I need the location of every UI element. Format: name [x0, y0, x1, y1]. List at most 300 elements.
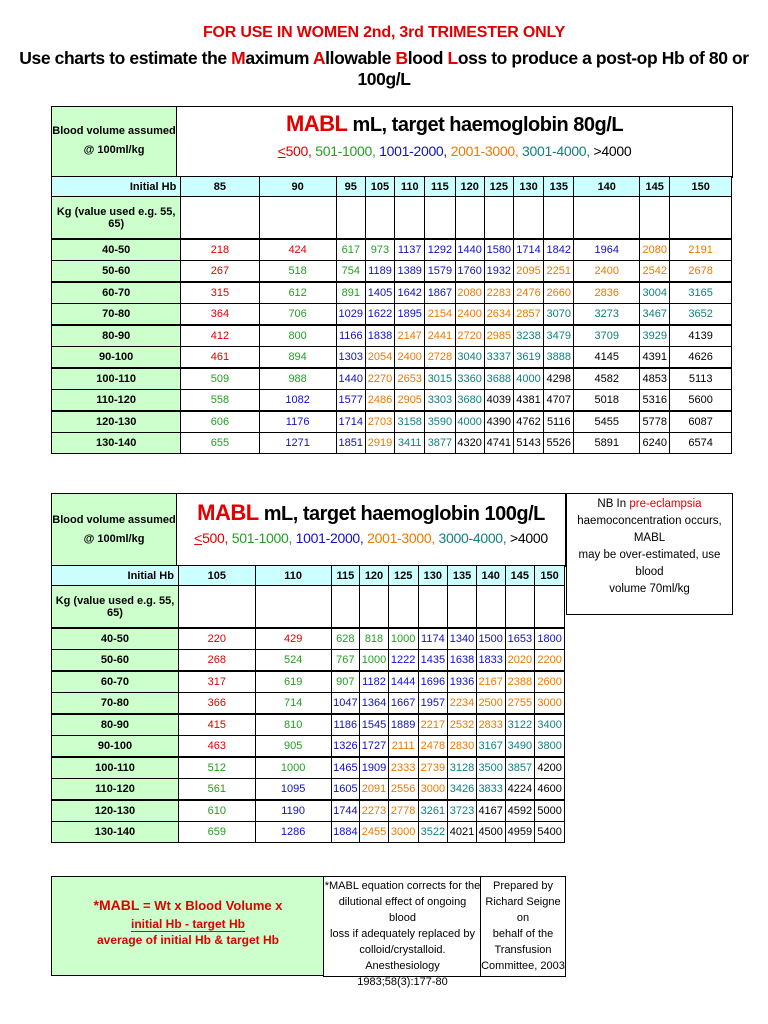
mabl-value-cell: 1292 [425, 239, 455, 261]
kg-label: Kg (value used e.g. 55, 65) [52, 586, 179, 629]
mabl-value-cell: 412 [181, 325, 259, 347]
empty-cell [365, 197, 394, 240]
mabl-value-cell: 4391 [640, 347, 670, 369]
mabl-value-cell: 3857 [505, 757, 535, 779]
mabl-value-cell: 810 [255, 714, 331, 736]
weight-range-label: 130-140 [52, 822, 179, 843]
text-line: 1983;58(3):177-80 [357, 976, 448, 988]
mabl-value-cell: 268 [178, 650, 255, 672]
mabl-value-cell: 1622 [365, 304, 394, 326]
mabl-value-cell: 4298 [544, 368, 574, 390]
mabl-value-cell: 5113 [670, 368, 732, 390]
mabl-value-cell: 315 [181, 282, 259, 304]
text-line: Prepared by [493, 880, 553, 892]
table-row [52, 800, 565, 822]
mabl-value-cell: 1579 [425, 261, 455, 283]
mabl-value-cell: 619 [255, 671, 331, 693]
mabl-value-cell: 1465 [331, 757, 360, 779]
text-line: behalf of the [492, 928, 554, 940]
weight-range-label: 120-130 [52, 800, 179, 822]
mabl-value-cell: 5891 [574, 433, 640, 454]
mabl-value-cell: 3411 [395, 433, 425, 454]
weight-range-label: 40-50 [52, 239, 181, 261]
mabl-value-cell: 509 [181, 368, 259, 390]
mabl-value-cell: 3122 [505, 714, 535, 736]
mabl-value-cell: 1364 [360, 693, 389, 715]
mabl-value-cell: 3709 [574, 325, 640, 347]
empty-cell [395, 197, 425, 240]
weight-range-label: 60-70 [52, 671, 179, 693]
empty-cell [574, 197, 640, 240]
mabl-value-cell: 2532 [448, 714, 477, 736]
mabl-value-cell: 907 [331, 671, 360, 693]
table-row [52, 714, 565, 736]
mabl-value-cell: 1800 [535, 628, 565, 650]
mabl-value-cell: 317 [178, 671, 255, 693]
hb-header-cell: 135 [448, 566, 477, 586]
empty-cell [255, 586, 331, 629]
table-row [52, 736, 565, 758]
mabl-value-cell: 1435 [418, 650, 448, 672]
subtitle-part: aximum [245, 48, 313, 68]
mabl-value-cell: 2251 [544, 261, 574, 283]
subtitle-part: M [231, 48, 246, 68]
mabl-value-cell: 4021 [448, 822, 477, 843]
mabl-value-cell: 558 [181, 390, 259, 412]
table-row [52, 239, 732, 261]
mabl-value-cell: 1444 [388, 671, 418, 693]
range-label: 501-1000, [315, 143, 376, 159]
mabl-value-cell: 1174 [418, 628, 448, 650]
mabl-value-cell: 2500 [476, 693, 505, 715]
mabl-value-cell: 415 [178, 714, 255, 736]
hb-header-cell: 110 [255, 566, 331, 586]
mabl-value-cell: 610 [178, 800, 255, 822]
mabl-value-cell: 3070 [544, 304, 574, 326]
hb-header-cell: 130 [513, 177, 543, 197]
mabl-value-cell: 4592 [505, 800, 535, 822]
hb-header-cell: 120 [455, 177, 484, 197]
mabl-value-cell: 1303 [336, 347, 365, 369]
table-row [52, 282, 732, 304]
mabl-value-cell: 2985 [484, 325, 513, 347]
mabl-value-cell: 524 [255, 650, 331, 672]
mabl-value-cell: 1909 [360, 757, 389, 779]
mabl-value-cell: 1000 [255, 757, 331, 779]
mabl-value-cell: 1895 [395, 304, 425, 326]
table-row [52, 411, 732, 433]
mabl-value-cell: 2388 [505, 671, 535, 693]
mabl-value-cell: 767 [331, 650, 360, 672]
hb-header-cell: 90 [259, 177, 336, 197]
mabl-value-cell: 1082 [259, 390, 336, 412]
empty-cell [448, 586, 477, 629]
hb-header-cell: 120 [360, 566, 389, 586]
mabl-value-cell: 2857 [513, 304, 543, 326]
mabl-value-cell: 3522 [418, 822, 448, 843]
mabl-value-cell: 1186 [331, 714, 360, 736]
mabl-value-cell: 2728 [425, 347, 455, 369]
text-line: dilutional effect of ongoing blood [338, 896, 467, 924]
mabl-value-cell: 3680 [455, 390, 484, 412]
subtitle-part: oss to produce a post-op Hb of 80 or 100g/L [357, 48, 749, 89]
weight-range-label: 100-110 [52, 368, 181, 390]
mabl-value-cell: 5018 [574, 390, 640, 412]
weight-range-label: 110-120 [52, 779, 179, 801]
trimester-warning: FOR USE IN WOMEN 2nd, 3rd TRIMESTER ONLY [202, 24, 566, 41]
weight-range-label: 100-110 [52, 757, 179, 779]
mabl-value-cell: 4959 [505, 822, 535, 843]
mabl-value-cell: 3426 [448, 779, 477, 801]
weight-range-label: 70-80 [52, 304, 181, 326]
mabl-value-cell: 3479 [544, 325, 574, 347]
mabl-value-cell: 3004 [640, 282, 670, 304]
kg-row [52, 586, 565, 629]
mabl-value-cell: 1000 [360, 650, 389, 672]
mabl-value-cell: 818 [360, 628, 389, 650]
empty-cell [505, 586, 535, 629]
mabl-value-cell: 2703 [365, 411, 394, 433]
mabl-value-cell: 1286 [255, 822, 331, 843]
mabl-value-cell: 3128 [448, 757, 477, 779]
hb-header-cell: 145 [640, 177, 670, 197]
mabl-value-cell: 3000 [418, 779, 448, 801]
mabl-value-cell: 1176 [259, 411, 336, 433]
mabl-value-cell: 5455 [574, 411, 640, 433]
mabl-value-cell: 512 [178, 757, 255, 779]
subtitle-part: lood [407, 48, 448, 68]
mabl-value-cell: 1500 [476, 628, 505, 650]
subtitle-part: B [395, 48, 408, 68]
mabl-value-cell: 2333 [388, 757, 418, 779]
mabl-value-cell: 1440 [455, 239, 484, 261]
mabl-value-cell: 5116 [544, 411, 574, 433]
mabl-value-cell: 3360 [455, 368, 484, 390]
weight-range-label: 130-140 [52, 433, 181, 454]
subtitle-part: llowable [325, 48, 396, 68]
mabl-value-cell: 2400 [395, 347, 425, 369]
mabl-value-cell: 4145 [574, 347, 640, 369]
mabl-value-cell: 3400 [535, 714, 565, 736]
mabl-value-cell: 1095 [255, 779, 331, 801]
mabl-value-cell: 617 [336, 239, 365, 261]
mabl-value-cell: 3015 [425, 368, 455, 390]
mabl-value-cell: 3261 [418, 800, 448, 822]
mabl-value-cell: 6087 [670, 411, 732, 433]
mabl-value-cell: 1190 [255, 800, 331, 822]
empty-cell [455, 197, 484, 240]
empty-cell [484, 197, 513, 240]
mabl-value-cell: 894 [259, 347, 336, 369]
mabl-value-cell: 1545 [360, 714, 389, 736]
mabl-value-cell: 4582 [574, 368, 640, 390]
hb-header-cell: 105 [178, 566, 255, 586]
mabl-value-cell: 1653 [505, 628, 535, 650]
table1-header [51, 106, 733, 178]
table-row [52, 693, 565, 715]
mabl-value-cell: 4224 [505, 779, 535, 801]
table-row [52, 650, 565, 672]
table2-grid [51, 565, 565, 843]
mabl-value-cell: 2400 [574, 261, 640, 283]
weight-range-label: 80-90 [52, 325, 181, 347]
mabl-value-cell: 1932 [484, 261, 513, 283]
text-line: loss if adequately replaced by [330, 928, 475, 940]
mabl-value-cell: 973 [365, 239, 394, 261]
mabl-value-cell: 4320 [455, 433, 484, 454]
hb-header-cell: 135 [544, 177, 574, 197]
mabl-value-cell: 2080 [455, 282, 484, 304]
weight-range-label: 50-60 [52, 261, 181, 283]
text-line: Richard Seigne on [485, 896, 561, 924]
mabl-value-cell: 366 [178, 693, 255, 715]
mabl-value-cell: 3000 [535, 693, 565, 715]
text-line: Transfusion [494, 944, 552, 956]
mabl-value-cell: 2111 [388, 736, 418, 758]
table2-title: MABL mL, target haemoglobin 100g/L [197, 500, 545, 525]
mabl-value-cell: 1714 [336, 411, 365, 433]
mabl-value-cell: 3888 [544, 347, 574, 369]
mabl-value-cell: 218 [181, 239, 259, 261]
mabl-value-cell: 1271 [259, 433, 336, 454]
mabl-value-cell: 3167 [476, 736, 505, 758]
initial-hb-label: Initial Hb [52, 566, 179, 586]
mabl-value-cell: 2054 [365, 347, 394, 369]
mabl-value-cell: 220 [178, 628, 255, 650]
mabl-value-cell: 1696 [418, 671, 448, 693]
mabl-value-cell: 429 [255, 628, 331, 650]
weight-range-label: 80-90 [52, 714, 179, 736]
mabl-value-cell: 2167 [476, 671, 505, 693]
mabl-value-cell: 6574 [670, 433, 732, 454]
weight-range-label: 120-130 [52, 411, 181, 433]
mabl-value-cell: 3337 [484, 347, 513, 369]
table1-blood-volume-label: Blood volume assumed @ 100ml/kg [52, 107, 177, 177]
mabl-value-cell: 4500 [476, 822, 505, 843]
mabl-value-cell: 2200 [535, 650, 565, 672]
hb-header-cell: 110 [395, 177, 425, 197]
mabl-value-cell: 1166 [336, 325, 365, 347]
mabl-value-cell: 1838 [365, 325, 394, 347]
empty-cell [181, 197, 259, 240]
mabl-value-cell: 6240 [640, 433, 670, 454]
mabl-value-cell: 2455 [360, 822, 389, 843]
hb-header-cell: 130 [418, 566, 448, 586]
mabl-value-cell: 518 [259, 261, 336, 283]
mabl-value-cell: 3000 [388, 822, 418, 843]
hb-header-cell: 125 [388, 566, 418, 586]
mabl-value-cell: 754 [336, 261, 365, 283]
hb-header-cell: 140 [476, 566, 505, 586]
table-row [52, 779, 565, 801]
mabl-value-cell: 3238 [513, 325, 543, 347]
mabl-value-cell: 4390 [484, 411, 513, 433]
mabl-value-cell: 1605 [331, 779, 360, 801]
mabl-value-cell: 612 [259, 282, 336, 304]
mabl-value-cell: 2778 [388, 800, 418, 822]
mabl-value-cell: 2020 [505, 650, 535, 672]
text-line: *MABL equation corrects for the [324, 880, 481, 892]
weight-range-label: 50-60 [52, 650, 179, 672]
mabl-value-cell: 2234 [448, 693, 477, 715]
empty-cell [388, 586, 418, 629]
mabl-value-cell: 1642 [395, 282, 425, 304]
mabl-value-cell: 5000 [535, 800, 565, 822]
mabl-value-cell: 1389 [395, 261, 425, 283]
mabl-value-cell: 3723 [448, 800, 477, 822]
mabl-value-cell: 424 [259, 239, 336, 261]
mabl-value-cell: 659 [178, 822, 255, 843]
empty-cell [640, 197, 670, 240]
mabl-value-cell: 2542 [640, 261, 670, 283]
mabl-value-cell: 1667 [388, 693, 418, 715]
mabl-footnote [323, 876, 482, 988]
mabl-value-cell: 1440 [336, 368, 365, 390]
subtitle-part: Use charts to estimate the [19, 48, 232, 68]
mabl-value-cell: 3929 [640, 325, 670, 347]
mabl-value-cell: 2755 [505, 693, 535, 715]
table-row [52, 261, 732, 283]
mabl-value-cell: 4139 [670, 325, 732, 347]
empty-cell [331, 586, 360, 629]
mabl-value-cell: 1405 [365, 282, 394, 304]
hb-header-cell: 140 [574, 177, 640, 197]
mabl-value-cell: 1182 [360, 671, 389, 693]
mabl-value-cell: 3590 [425, 411, 455, 433]
mabl-value-cell: 3273 [574, 304, 640, 326]
mabl-value-cell: 3688 [484, 368, 513, 390]
mabl-value-cell: 2660 [544, 282, 574, 304]
hb-header-cell: 150 [535, 566, 565, 586]
mabl-value-cell: 2091 [360, 779, 389, 801]
kg-label: Kg (value used e.g. 55, 65) [52, 197, 181, 240]
mabl-value-cell: 1936 [448, 671, 477, 693]
mabl-value-cell: 2600 [535, 671, 565, 693]
empty-cell [535, 586, 565, 629]
mabl-value-cell: 1189 [365, 261, 394, 283]
mabl-value-cell: 2653 [395, 368, 425, 390]
mabl-value-cell: 1842 [544, 239, 574, 261]
mabl-value-cell: 4741 [484, 433, 513, 454]
mabl-value-cell: 891 [336, 282, 365, 304]
table1-color-ranges [177, 143, 732, 159]
mabl-value-cell: 5778 [640, 411, 670, 433]
mabl-value-cell: 3800 [535, 736, 565, 758]
mabl-value-cell: 988 [259, 368, 336, 390]
mabl-value-cell: 3303 [425, 390, 455, 412]
mabl-value-cell: 4000 [513, 368, 543, 390]
mabl-value-cell: 1744 [331, 800, 360, 822]
mabl-value-cell: 655 [181, 433, 259, 454]
mabl-value-cell: 2634 [484, 304, 513, 326]
table-row [52, 822, 565, 843]
mabl-value-cell: 2478 [418, 736, 448, 758]
range-label: 2001-3000, [367, 530, 435, 546]
mabl-value-cell: 3467 [640, 304, 670, 326]
mabl-value-cell: 1340 [448, 628, 477, 650]
mabl-value-cell: 4707 [544, 390, 574, 412]
mabl-value-cell: 3500 [476, 757, 505, 779]
hb-header-cell: 145 [505, 566, 535, 586]
weight-range-label: 90-100 [52, 736, 179, 758]
mabl-value-cell: 2191 [670, 239, 732, 261]
mabl-value-cell: 5526 [544, 433, 574, 454]
mabl-value-cell: 714 [255, 693, 331, 715]
pre-eclampsia-note: NB In pre-eclampsia haemoconcentration occurs, MABL may be over-estimated, use blood volume 70ml/kg [566, 493, 733, 615]
empty-cell [336, 197, 365, 240]
mabl-value-cell: 2270 [365, 368, 394, 390]
page-subtitle [0, 48, 768, 90]
mabl-value-cell: 2678 [670, 261, 732, 283]
mabl-value-cell: 3158 [395, 411, 425, 433]
mabl-value-cell: 4853 [640, 368, 670, 390]
mabl-value-cell: 2830 [448, 736, 477, 758]
table1-title: MABL mL, target haemoglobin 80g/L [285, 111, 624, 136]
mabl-value-cell: 4600 [535, 779, 565, 801]
mabl-value-cell: 2273 [360, 800, 389, 822]
mabl-value-cell: 5600 [670, 390, 732, 412]
mabl-value-cell: 1580 [484, 239, 513, 261]
mabl-value-cell: 2486 [365, 390, 394, 412]
range-label: 501-1000, [231, 530, 293, 546]
mabl-value-cell: 3833 [476, 779, 505, 801]
mabl-value-cell: 1867 [425, 282, 455, 304]
mabl-value-cell: 1222 [388, 650, 418, 672]
weight-range-label: 70-80 [52, 693, 179, 715]
table-row [52, 671, 565, 693]
empty-cell [178, 586, 255, 629]
hb-header-cell: 105 [365, 177, 394, 197]
mabl-value-cell: 2720 [455, 325, 484, 347]
table1-grid [51, 176, 732, 454]
mabl-value-cell: 1964 [574, 239, 640, 261]
hb-header-cell: 115 [425, 177, 455, 197]
table-row [52, 433, 732, 454]
empty-cell [360, 586, 389, 629]
mabl-value-cell: 4626 [670, 347, 732, 369]
hb-header-cell: 85 [181, 177, 259, 197]
subtitle-part: A [312, 48, 326, 68]
mabl-value-cell: 4200 [535, 757, 565, 779]
mabl-value-cell: 2400 [455, 304, 484, 326]
subtitle-part: L [447, 48, 458, 68]
mabl-value-cell: 1889 [388, 714, 418, 736]
range-label: 3001-4000, [522, 143, 590, 159]
range-label: 1001-2000, [379, 143, 448, 159]
mabl-value-cell: 4762 [513, 411, 543, 433]
mabl-value-cell: 3877 [425, 433, 455, 454]
range-label: <500, [194, 530, 229, 546]
mabl-value-cell: 3619 [513, 347, 543, 369]
mabl-value-cell: 706 [259, 304, 336, 326]
mabl-value-cell: 1833 [476, 650, 505, 672]
mabl-value-cell: 2476 [513, 282, 543, 304]
mabl-value-cell: 1029 [336, 304, 365, 326]
weight-range-label: 90-100 [52, 347, 181, 369]
hb-header-cell: 115 [331, 566, 360, 586]
mabl-value-cell: 463 [178, 736, 255, 758]
range-label: 2001-3000, [450, 143, 519, 159]
initial-hb-row [52, 177, 732, 197]
mabl-value-cell: 561 [178, 779, 255, 801]
table-row [52, 347, 732, 369]
text-line: Committee, 2003 [481, 960, 565, 972]
mabl-value-cell: 2441 [425, 325, 455, 347]
hb-header-cell: 125 [484, 177, 513, 197]
mabl-formula: *MABL = Wt x Blood Volume x initial Hb - target Hb average of initial Hb & target Hb [51, 876, 325, 976]
table2-color-ranges [177, 530, 565, 546]
mabl-value-cell: 5316 [640, 390, 670, 412]
